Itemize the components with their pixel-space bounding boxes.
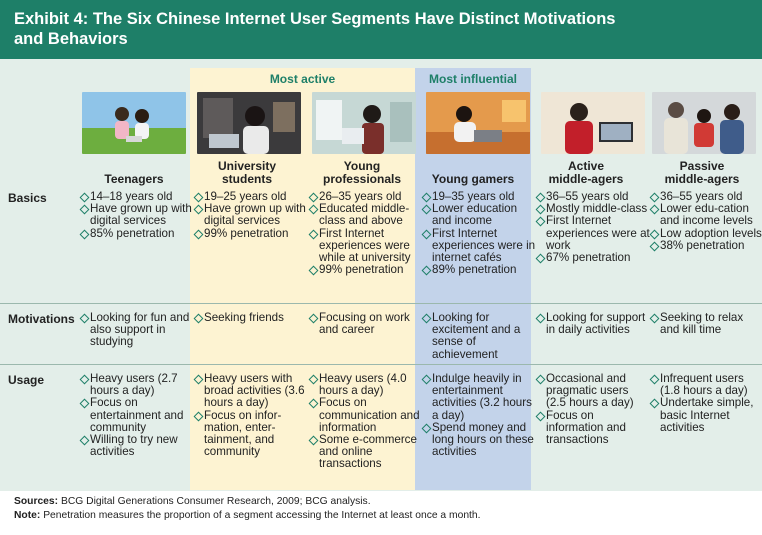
bullet-item: First Internet experiences were at work (536, 215, 650, 252)
motivations-cell (80, 312, 194, 349)
bullet-item: 36–55 years old (536, 191, 650, 203)
motivations-list (194, 312, 308, 324)
bullet-item: Focus on infor-mation, enter-tainment, and community (194, 410, 308, 459)
bullet-item: Focusing on work and career (309, 312, 423, 336)
bullet-item: Educated middle-class and above (309, 203, 423, 227)
usage-list (194, 373, 308, 458)
bullet-item: Lower education and income (422, 203, 536, 227)
bullet-item: 99% penetration (309, 264, 423, 276)
motivations-cell (536, 312, 650, 336)
bullet-item: Have grown up with digital services (80, 203, 194, 227)
usage-cell (194, 373, 308, 458)
segment-name-young-professionals: Young professionals (322, 159, 402, 186)
bullet-item: Spend money and long hours on these activities (422, 422, 536, 459)
row-label-motivations: Motivations (8, 312, 75, 326)
motivations-list (80, 312, 194, 349)
young-professionals-photo (312, 92, 416, 154)
usage-cell (80, 373, 194, 458)
footer (14, 495, 481, 523)
bullet-item: 36–55 years old (650, 191, 762, 203)
bullet-item: First Internet experiences were while at university (309, 228, 423, 265)
motivations-cell (422, 312, 536, 361)
note-line: Note: Penetration measures the proportion of a segment accessing the Internet at least once a month. (14, 510, 481, 521)
usage-list (422, 373, 536, 458)
bullet-item: Looking for fun and also support in studying (80, 312, 194, 349)
segment-name-young-gamers: Young gamers (431, 172, 515, 186)
basics-cell (536, 191, 650, 264)
young-gamers-photo (426, 92, 530, 154)
motivations-list (422, 312, 536, 361)
exhibit-header (0, 0, 762, 59)
basics-cell (194, 191, 308, 240)
bullet-item: Heavy users (2.7 hours a day) (80, 373, 194, 397)
basics-list (422, 191, 536, 276)
most-influential-label: Most influential (429, 72, 517, 86)
segment-name-passive-middle-agers: Passive middle-agers (664, 159, 740, 186)
bullet-item: Focus on entertainment and community (80, 397, 194, 434)
bullet-item: Indulge heavily in entertainment activities (3.2 hours a day) (422, 373, 536, 422)
motivations-list (650, 312, 762, 336)
row-divider (0, 303, 762, 304)
bullet-item: Focus on communication and information (309, 397, 423, 434)
basics-list (650, 191, 762, 252)
bullet-item: 89% penetration (422, 264, 536, 276)
basics-list (309, 191, 423, 276)
bullet-item: 19–25 years old (194, 191, 308, 203)
motivations-cell (650, 312, 762, 336)
bullet-item: Undertake simple, basic Internet activities (650, 397, 762, 434)
basics-cell (80, 191, 194, 240)
row-label-basics: Basics (8, 191, 47, 205)
bullet-item: Infrequent users (1.8 hours a day) (650, 373, 762, 397)
university-students-photo (197, 92, 301, 154)
basics-list (80, 191, 194, 240)
bullet-item: Lower edu-cation and income levels (650, 203, 762, 227)
row-divider (0, 364, 762, 365)
bullet-item: 38% penetration (650, 240, 762, 252)
usage-cell (536, 373, 650, 446)
usage-list (309, 373, 423, 471)
bullet-item: Looking for excitement and a sense of achievement (422, 312, 536, 361)
bullet-item: Seeking to relax and kill time (650, 312, 762, 336)
teenagers-photo (82, 92, 186, 154)
segment-name-teenagers: Teenagers (104, 172, 164, 186)
bullet-item: Heavy users (4.0 hours a day) (309, 373, 423, 397)
exhibit-title-line1: Exhibit 4: The Six Chinese Internet User Segments Have Distinct Motivations (14, 10, 616, 28)
motivations-list (536, 312, 650, 336)
usage-cell (650, 373, 762, 434)
bullet-item: First Internet experiences were in internet cafés (422, 228, 536, 265)
bullet-item: Occasional and pragmatic users (2.5 hours a day) (536, 373, 650, 410)
usage-cell (422, 373, 536, 458)
motivations-cell (194, 312, 308, 324)
bullet-item: Low adoption levels (650, 228, 762, 240)
row-label-usage: Usage (8, 373, 45, 387)
bullet-item: Some e-commerce and online transactions (309, 434, 423, 471)
bullet-item: Mostly middle-class (536, 203, 650, 215)
usage-cell (309, 373, 423, 471)
passive-middle-agers-photo (652, 92, 756, 154)
usage-list (536, 373, 650, 446)
sources-line: Sources: BCG Digital Generations Consumer Research, 2009; BCG analysis. (14, 496, 371, 507)
basics-list (536, 191, 650, 264)
segment-name-university-students: University students (217, 159, 277, 186)
motivations-list (309, 312, 423, 336)
segment-name-active-middle-agers: Active middle-agers (548, 159, 624, 186)
bullet-item: Heavy users with broad activities (3.6 hours a day) (194, 373, 308, 410)
bullet-item: 14–18 years old (80, 191, 194, 203)
basics-cell (309, 191, 423, 276)
bullet-item: 99% penetration (194, 228, 308, 240)
bullet-item: Seeking friends (194, 312, 308, 324)
usage-list (650, 373, 762, 434)
basics-list (194, 191, 308, 240)
active-middle-agers-photo (541, 92, 645, 154)
usage-list (80, 373, 194, 458)
bullet-item: Looking for support in daily activities (536, 312, 650, 336)
bullet-item: 85% penetration (80, 228, 194, 240)
bullet-item: 26–35 years old (309, 191, 423, 203)
motivations-cell (309, 312, 423, 336)
bullet-item: Have grown up with digital services (194, 203, 308, 227)
bullet-item: 67% penetration (536, 252, 650, 264)
most-active-label: Most active (269, 72, 336, 86)
bullet-item: Willing to try new activities (80, 434, 194, 458)
exhibit-title-line2: and Behaviors (14, 30, 128, 48)
bullet-item: 19–35 years old (422, 191, 536, 203)
basics-cell (650, 191, 762, 252)
basics-cell (422, 191, 536, 276)
bullet-item: Focus on information and transactions (536, 410, 650, 447)
